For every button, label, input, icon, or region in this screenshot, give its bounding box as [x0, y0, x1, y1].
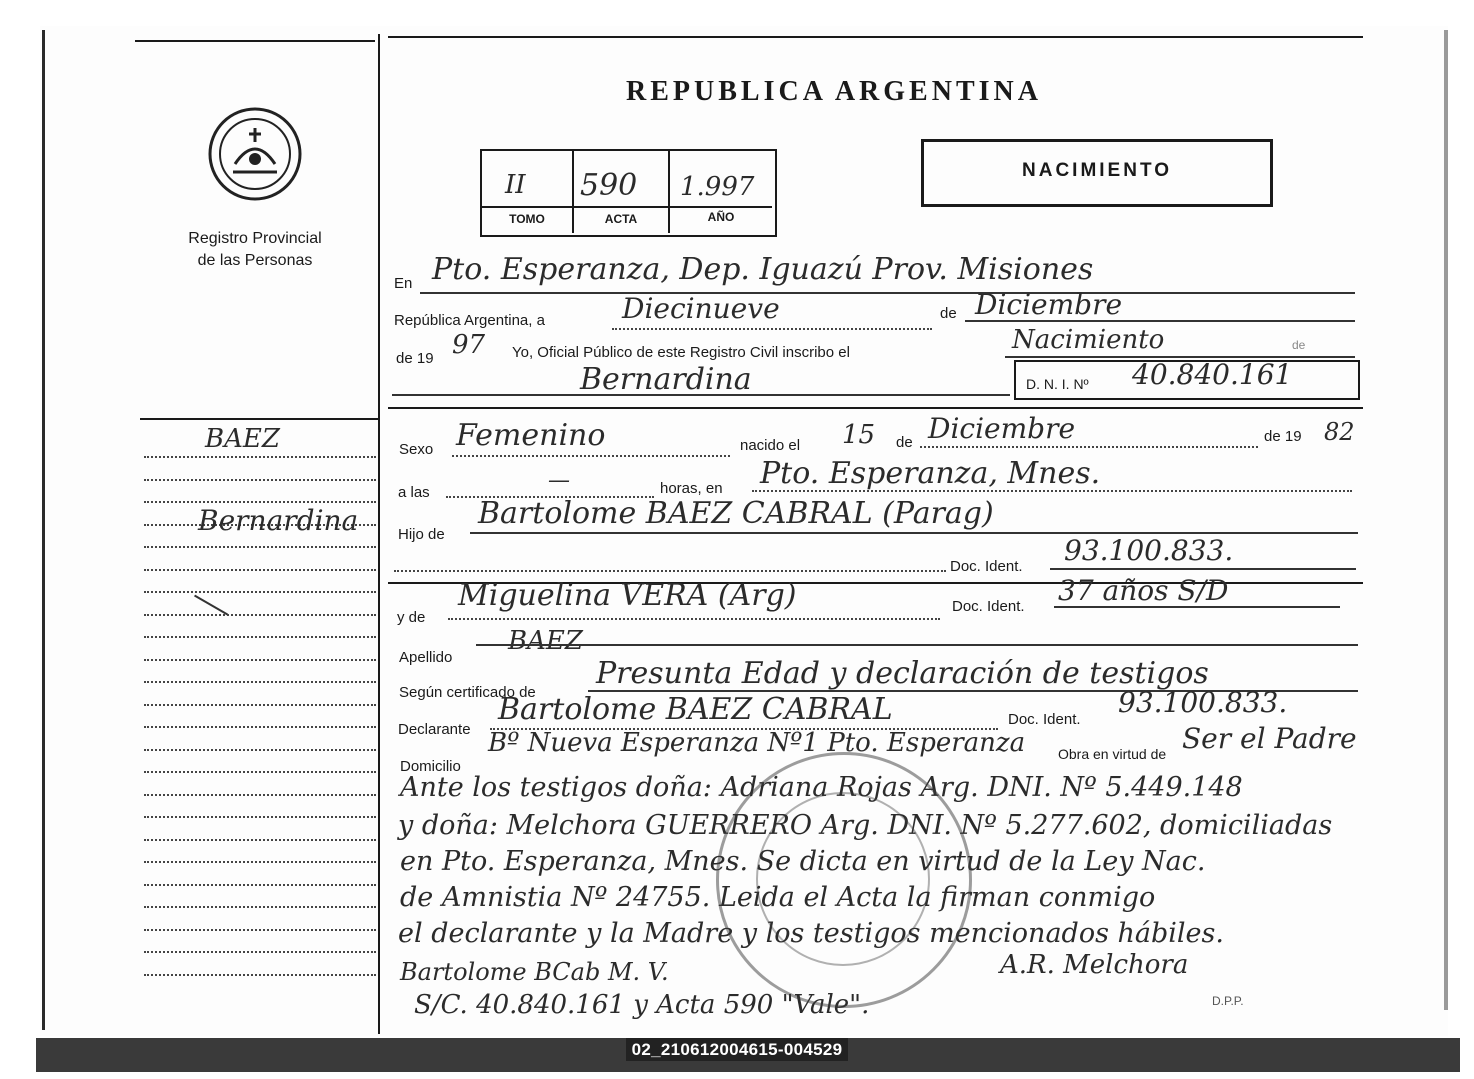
- narrative-line-2: y doña: Melchora GUERRERO Arg. DNI. Nº 5.277.602, domiciliadas: [398, 810, 1333, 841]
- field-certificado: Presunta Edad y declaración de testigos: [596, 656, 1209, 691]
- scan-edge-left: [42, 30, 45, 1030]
- margin-dotted-line: [144, 929, 376, 931]
- narrative-line-3: en Pto. Esperanza, Mnes. Se dicta en virtud de la Ley Nac.: [400, 846, 1206, 877]
- tomo-label: TOMO: [509, 212, 545, 226]
- field-declarante-doc: 93.100.833.: [1118, 686, 1288, 719]
- line-en: [420, 292, 1355, 294]
- page-title: REPUBLICA ARGENTINA: [626, 76, 1042, 107]
- signature-official: D.P.P.: [1212, 994, 1244, 1008]
- margin-dotted-line: [144, 614, 376, 616]
- line-madre-doc: [1054, 606, 1340, 608]
- label-doc-3: Doc. Ident.: [1008, 711, 1081, 728]
- narrative-line-6: S/C. 40.840.161 y Acta 590 "Vale".: [414, 990, 870, 1020]
- signature-right: A.R. Melchora: [1000, 950, 1189, 980]
- line-sexo: [452, 455, 730, 457]
- label-de-3: de: [896, 434, 913, 451]
- margin-dotted-line: [144, 884, 376, 886]
- line-nombre: [392, 394, 1010, 396]
- label-de-1: de: [940, 305, 957, 322]
- margin-dotted-line: [144, 726, 376, 728]
- field-nombre: Bernardina: [580, 362, 752, 397]
- field-nacido-mes: Diciembre: [928, 412, 1076, 445]
- signature-left: Bartolome BCab M. V.: [400, 958, 669, 986]
- line-apellido: [476, 644, 1358, 646]
- margin-dotted-line: [144, 479, 376, 481]
- margin-dotted-line: [144, 681, 376, 683]
- margin-dotted-line: [144, 659, 376, 661]
- official-stamp-inner: [756, 792, 930, 966]
- line-dia: [612, 328, 932, 330]
- label-en: En: [394, 275, 413, 292]
- field-declarante: Bartolome BAEZ CABRAL: [498, 692, 893, 727]
- registry-name: [150, 228, 360, 272]
- label-declarante: Declarante: [398, 721, 471, 738]
- ano-value: 1.997: [680, 172, 755, 202]
- label-horas: horas, en: [660, 480, 723, 497]
- margin-dotted-line: [144, 704, 376, 706]
- registry-line-2: de las Personas: [197, 252, 313, 269]
- label-hijo: Hijo de: [398, 526, 445, 543]
- line-padre-doc: [1050, 568, 1356, 570]
- margin-dotted-line: [144, 839, 376, 841]
- label-oficial: Yo, Oficial Público de este Registro Civil inscribo el: [512, 344, 850, 361]
- field-lugar: Pto. Esperanza, Dep. Iguazú Prov. Misiones: [432, 252, 1094, 287]
- acta-value: 590: [580, 168, 638, 203]
- field-madre: Miguelina VERA (Arg): [458, 578, 797, 613]
- label-nacido: nacido el: [740, 437, 801, 454]
- margin-dotted-line: [144, 816, 376, 818]
- margin-dotted-line: [144, 951, 376, 953]
- tomo-value: II: [505, 170, 526, 200]
- section-rule-1: [388, 407, 1363, 409]
- margin-dotted-line: [144, 861, 376, 863]
- field-mes: Diciembre: [975, 288, 1123, 321]
- label-de-2: de: [1292, 338, 1306, 352]
- label-y-de: y de: [397, 609, 426, 626]
- field-padre: Bartolome BAEZ CABRAL (Parag): [478, 496, 994, 531]
- field-hora: —: [548, 468, 570, 493]
- record-id-label-rule: [482, 206, 772, 208]
- field-acto: Nacimiento: [1012, 325, 1165, 355]
- field-domicilio: Bº Nueva Esperanza Nº1 Pto. Esperanza: [488, 728, 1026, 758]
- label-doc-1: Doc. Ident.: [950, 558, 1023, 575]
- label-dni: D. N. I. Nº: [1026, 376, 1089, 392]
- margin-dotted-line: [144, 794, 376, 796]
- margin-nombre: Bernardina: [198, 504, 359, 537]
- label-apellido: Apellido: [399, 649, 453, 666]
- margin-dotted-line: [144, 456, 376, 458]
- label-doc-2: Doc. Ident.: [952, 598, 1025, 615]
- registry-line-1: Registro Provincial: [188, 230, 322, 247]
- line-lugar-nac: [752, 490, 1352, 492]
- line-nacido-mes: [920, 446, 1258, 448]
- field-dia: Diecinueve: [622, 292, 780, 325]
- label-sexo: Sexo: [399, 441, 434, 458]
- label-domicilio: Domicilio: [400, 758, 461, 775]
- left-column-top-rule: [135, 40, 375, 42]
- column-divider: [378, 34, 380, 1034]
- province-seal-icon: [205, 104, 305, 204]
- margin-dotted-line: [144, 771, 376, 773]
- field-nacido-ano: 82: [1324, 418, 1355, 446]
- field-lugar-nac: Pto. Esperanza, Mnes.: [760, 456, 1101, 491]
- ano-label: AÑO: [707, 210, 735, 224]
- file-id-label: [0, 1040, 1474, 1060]
- line-padre-2: [394, 570, 946, 572]
- label-obra: Obra en virtud de: [1058, 746, 1167, 762]
- margin-dotted-line: [144, 501, 376, 503]
- field-ano: 97: [452, 330, 486, 360]
- label-a-las: a las: [398, 484, 430, 501]
- margin-dotted-line: [144, 749, 376, 751]
- label-segun: Según certificado de: [399, 684, 536, 701]
- left-section-rule: [140, 418, 378, 420]
- margin-dotted-line: [144, 906, 376, 908]
- narrative-line-5: el declarante y la Madre y los testigos mencionados hábiles.: [398, 918, 1224, 949]
- narrative-line-4: de Amnistia Nº 24755. Leida el Acta la firman conmigo: [400, 882, 1156, 913]
- margin-dotted-line: [144, 591, 376, 593]
- field-apellido: BAEZ: [508, 626, 583, 656]
- right-top-rule: [388, 36, 1363, 38]
- margin-dotted-line: [144, 636, 376, 638]
- margin-dotted-line: [144, 546, 376, 548]
- acta-label: ACTA: [604, 212, 638, 226]
- margin-apellido: BAEZ: [205, 424, 280, 454]
- label-republica: República Argentina, a: [394, 312, 545, 329]
- margin-dotted-line: [144, 974, 376, 976]
- narrative-line-1: Ante los testigos doña: Adriana Rojas Arg. DNI. Nº 5.449.148: [400, 772, 1243, 803]
- scan-edge-right: [1444, 30, 1448, 1010]
- field-obra: Ser el Padre: [1182, 722, 1357, 755]
- label-de19b: de 19: [1264, 428, 1302, 445]
- file-id-text: 02_210612004615-004529: [626, 1038, 849, 1061]
- record-type: NACIMIENTO: [1022, 160, 1172, 181]
- label-de19: de 19: [396, 350, 434, 367]
- field-sexo: Femenino: [456, 418, 606, 453]
- field-dni: 40.840.161: [1132, 358, 1293, 391]
- field-nacido-dia: 15: [842, 420, 876, 450]
- field-madre-doc: 37 años S/D: [1058, 574, 1229, 607]
- field-padre-doc: 93.100.833.: [1064, 534, 1234, 567]
- margin-dotted-line: [144, 569, 376, 571]
- line-madre: [448, 618, 940, 620]
